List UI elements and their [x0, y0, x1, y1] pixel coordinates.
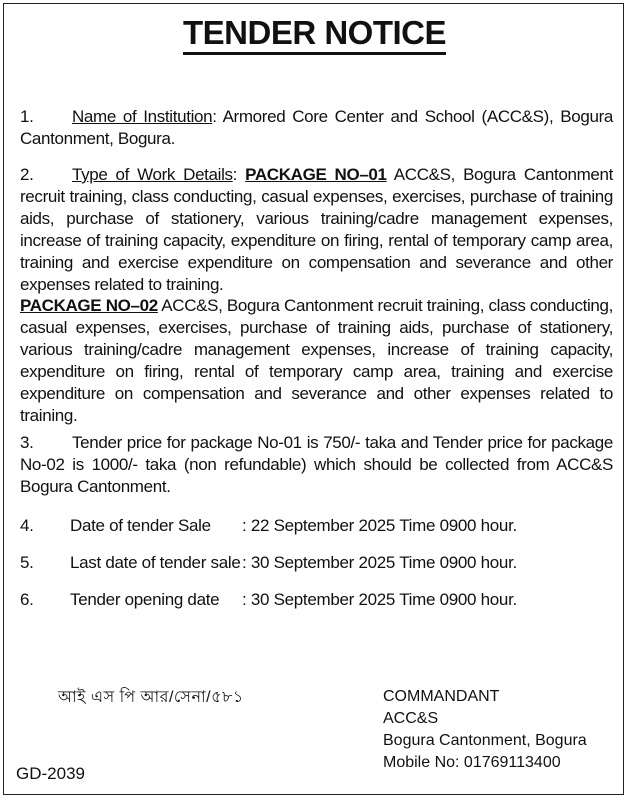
package2-label: PACKAGE NO–02: [20, 296, 158, 315]
schedule-label: Last date of tender sale: [70, 553, 241, 572]
item-institution: 1. Name of Institution: Armored Core Center and School (ACC&S), Bogura Cantonment, Bogura.: [20, 107, 613, 148]
signature-mobile: Mobile No: 01769113400: [383, 754, 561, 771]
package2-text: ACC&S, Bogura Cantonment recruit training, class conducting, casual expenses, exercises, purchase of training aids, purchase of stationery, various training/cadre management expenses, increase of training capacity, expenditure on firing, rental of temporary camp area, training and exercise expenditure on compensation and severance and other expenses related to training.: [20, 296, 613, 425]
schedule-label: Date of tender Sale: [70, 516, 211, 535]
signature-title: COMMANDANT: [383, 688, 500, 705]
work-details-label: Type of Work Details: [72, 165, 233, 184]
reference-number: আই এস পি আর/সেনা/৫৮১: [58, 689, 244, 706]
page-title: TENDER NOTICE: [0, 14, 629, 52]
package1-text: ACC&S, Bogura Cantonment recruit training, class conducting, casual expenses, exercises, purchase of training aids, purchase of stationery, various training/cadre management expenses, increase of training capacity, expenditure on firing, rental of temporary camp area, training and exercise expenditure on compensation and severance and other expenses related to training.: [20, 165, 613, 294]
tender-price-text: Tender price for package No-01 is 750/- taka and Tender price for package No-02 is 1000/- taka (non refundable) which should be collected from ACC&S Bogura Cantonment.: [20, 433, 613, 496]
schedule-label: Tender opening date: [70, 590, 220, 609]
institution-label: Name of Institution: [72, 107, 213, 126]
schedule-value: : 30 September 2025 Time 0900 hour.: [242, 590, 517, 609]
schedule-value: : 22 September 2025 Time 0900 hour.: [242, 516, 517, 535]
schedule-value: : 30 September 2025 Time 0900 hour.: [242, 553, 517, 572]
item-tender-price: 3. Tender price for package No-01 is 750/- taka and Tender price for package No-02 is 1000/- taka (non refundable) which should be collected from ACC&S Bogura Cantonment.: [20, 433, 613, 496]
package1-label: PACKAGE NO–01: [245, 165, 387, 184]
signature-address: Bogura Cantonment, Bogura: [383, 732, 587, 749]
package2-paragraph: [20, 295, 613, 427]
signature-block: [383, 686, 587, 774]
item-work-details: 2. Type of Work Details: PACKAGE NO–01 ACC&S, Bogura Cantonment recruit training, class conducting, casual expenses, exercises, purchase of training aids, purchase of stationery, various training/cadre management expenses, increase of training capacity, expenditure on firing, rental of temporary camp area, training and exercise expenditure on compensation and severance and other expenses related to training.: [20, 165, 613, 294]
gd-code: GD-2039: [16, 764, 85, 783]
institution-text: : Armored Core Center and School (ACC&S), Bogura Cantonment, Bogura.: [20, 107, 613, 148]
signature-org: ACC&S: [383, 710, 439, 727]
